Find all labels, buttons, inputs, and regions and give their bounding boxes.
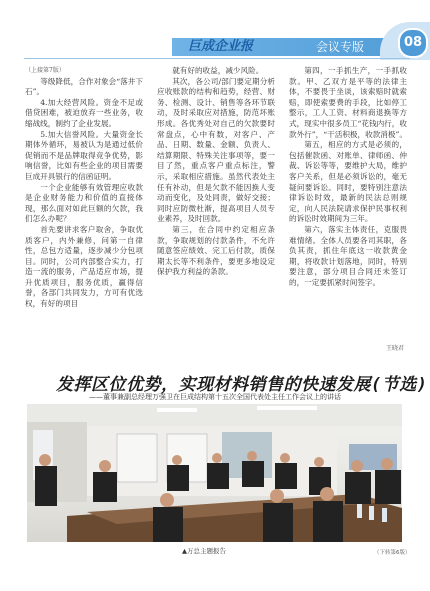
meeting-photo-illustration xyxy=(27,404,402,542)
article-paragraph: 4.加大经营风险。资金不足或借贷困难，被迫放弃一些业务，收缩战线，制约了企业发展。 xyxy=(25,97,143,128)
article-paragraph: 其次，各公司/部门要定期分析应收账款的结构和趋势，经营、财务、检测、设计、销售等各环节联动，及时采取应对措施，防范坏账形成。各优秀处对自己的欠款要时常盘点，心中有数，对客户、产品、日期、数量、金额、负责人、结算期限、特殊关注事项等，要一目了然，重点客户重点标注，警示，采取相应措施。虽然代表处主任有补动，但是欠款不能因换人变动而变化，及处同责，做好交接；同时应防微杜渐，提高项目人员专业素养，及时回款。 xyxy=(157,76,275,224)
article-paragraph: 首先要讲求客户取舍，争取优质客户，内外兼修，问第一自律性，总包方适量，逐步减少分包项目。同时，公司内部整合实力，打造一流的服务，产品适应市场，提升优质项目，服务优质，赢得信誉，各部门共同发力，方可有优选权，有好的项目 xyxy=(25,224,143,309)
article-paragraph: 第五，相应的方式是必须的，包括催款函、对账单、律师函、仲裁、诉讼等等，要维护大局，维护客户关系，但是必须诉讼的，毫无疑问要诉讼。同时，要特别注意法律诉讼时效，最新的民法总则规定，向人民法院请求保护民事权利的诉讼时效期间为三年。 xyxy=(289,140,407,224)
article-paragraph: 等级降低，合作对象会“落井下石”。 xyxy=(25,76,143,97)
article-body xyxy=(25,66,407,366)
article-paragraph: 就有好的收益，减少风险。 xyxy=(172,66,264,75)
section-title: 会议专版 xyxy=(316,40,365,54)
article-paragraph: 第三，在合同中约定相应条款，争取规划的付款条件，不允许随意签应绩效、完工后付款，质保期太长等不利条件，要更多地设定保护我方利益的条款。 xyxy=(157,224,275,277)
continued-from-note: （上接第7版） xyxy=(25,67,65,74)
article-paragraph: 第四，一手抓生产，一手抓收款。甲、乙双方是平等的法律主体，不要畏于坐谈，该索赔时就索赔，即使索要费的手段，比如停工整示，工人工资、材料商退换等方式，现实中很多员工“花钱内行，收款外行”，“干活积极，收款消极”。 xyxy=(289,66,407,139)
article-byline: 王晓君 xyxy=(386,345,405,352)
article-column-1 xyxy=(25,66,143,310)
page-header xyxy=(0,0,430,62)
article-paragraph: 5.加大信誉风险。大量资金长期体外循环，易被认为是通过低价促销而不是品牌取得竞争优势，影响信誉，比如有些企业的项目需要巨成开具银行的信函证明。 xyxy=(25,129,143,181)
article-paragraph: 一个企业能够有效管理应收款是企业财务能力和价值的直接体现，那么面对如此巨额的欠款，我们怎么办呢？ xyxy=(25,182,143,224)
continued-to-note: （下转第6版） xyxy=(374,550,411,556)
article-column-3 xyxy=(289,66,407,288)
header-divider xyxy=(24,58,410,59)
article-column-2 xyxy=(157,66,275,278)
page-number: 08 xyxy=(398,28,428,58)
newspaper-logo: 巨成企业报 xyxy=(188,39,254,54)
photo-caption: ▲万总主题报告 xyxy=(182,547,226,555)
meeting-photo xyxy=(27,404,402,542)
feature-subtitle: ——董事兼副总经理万强卫在巨成结构第十五次全国代表处主任工作会议上的讲话 xyxy=(89,393,341,401)
feature-title: 发挥区位优势，实现材料销售的快速发展(节选) xyxy=(56,375,428,395)
article-paragraph: 第六，落实主体责任，克服畏难情绪。全体人员要各司其职，各负其责，抓住年底这一收款黄金期，将收款计划落地，同时，特别要注意，部分项目合同还未签订的，一定要抓紧时间签字。 xyxy=(289,224,407,287)
